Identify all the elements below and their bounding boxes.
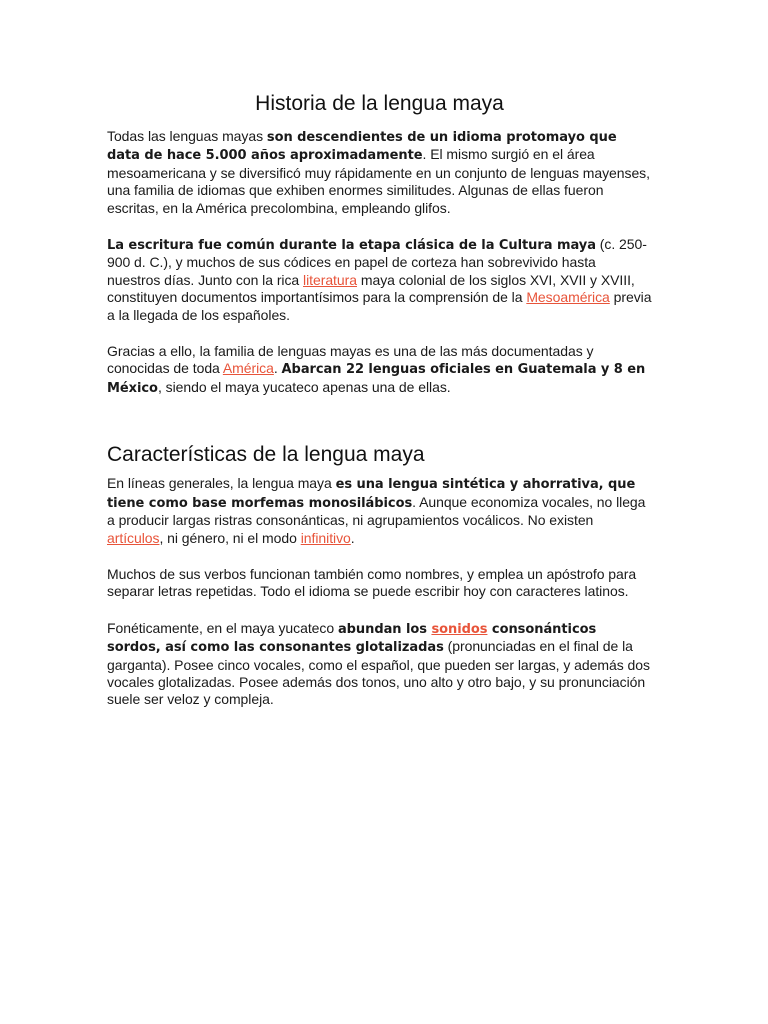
link-america[interactable]: América bbox=[222, 360, 274, 377]
text-span: (c. 250-900 d. C.), y muchos de sus códices en papel de corteza han sobrevivido hasta nuestros días. Junto con la rica bbox=[107, 236, 647, 288]
link-infinitivo[interactable]: infinitivo bbox=[300, 529, 351, 546]
document-page bbox=[107, 90, 652, 728]
paragraph-escritura bbox=[107, 236, 652, 324]
text-span: Todas las lenguas mayas bbox=[107, 128, 267, 144]
bold-text: es una lengua sintética y ahorrativa, que tiene como base morfemas monosilábicos bbox=[107, 477, 636, 511]
text-span: En líneas generales, la lengua maya bbox=[107, 475, 336, 492]
link-literatura[interactable]: literatura bbox=[303, 271, 357, 288]
text-span: Gracias a ello, la familia de lenguas mayas es una de las más documentadas y conocidas de toda bbox=[107, 343, 594, 377]
paragraph-documentacion bbox=[107, 343, 652, 397]
text-span: , siendo el maya yucateco apenas una de ellas. bbox=[157, 378, 451, 395]
text-span: Fonéticamente, en el maya yucateco bbox=[107, 619, 338, 636]
text-span: , ni género, ni el modo bbox=[159, 529, 301, 546]
text-span: . Aunque economiza vocales, no llega a producir largas ristras consonánticas, ni agrupamientos vocálicos. No existen bbox=[107, 493, 646, 529]
bold-text: son descendientes de un idioma protomayo que data de hace 5.000 años aproximadamente bbox=[107, 130, 617, 164]
link-mesoamerica[interactable]: Mesoamérica bbox=[526, 289, 610, 306]
bold-text: Abarcan 22 lenguas oficiales en Guatemala y 8 en México bbox=[107, 362, 646, 396]
text-span: previa a la llegada de los españoles. bbox=[107, 289, 652, 323]
text-span: maya colonial de los siglos XVI, XVII y XVIII, constituyen documentos importantísimos para la comprensión de la bbox=[107, 271, 635, 306]
bold-text: consonánticos sordos, así como las consonantes glotalizadas bbox=[107, 621, 597, 656]
bold-text: La escritura fue común durante la etapa clásica de la Cultura maya bbox=[107, 238, 596, 254]
text-span: . bbox=[273, 360, 282, 377]
link-sonidos[interactable]: sonidos bbox=[431, 621, 488, 637]
text-span: Muchos de sus verbos funcionan también como nombres, y emplea un apóstrofo para separar letras repetidas. Todo el idioma se puede escribir hoy con caracteres latinos. bbox=[107, 565, 637, 600]
paragraph-verbos bbox=[107, 566, 652, 601]
link-articulos[interactable]: artículos bbox=[107, 529, 160, 546]
paragraph-origen bbox=[107, 128, 652, 217]
text-span: (pronunciadas en el final de la garganta). Posee cinco vocales, como el español, que pueden ser largas, y además dos vocales glotalizadas. Posee además dos tonos, uno alto y otro bajo, y su pronunciación suele ser veloz y compleja. bbox=[107, 638, 650, 708]
page-title: Historia de la lengua maya bbox=[255, 92, 504, 115]
section-heading: Características de la lengua maya bbox=[107, 443, 425, 467]
paragraph-caracteristicas bbox=[107, 475, 652, 547]
text-span: . bbox=[350, 529, 355, 546]
paragraph-fonetica bbox=[107, 620, 652, 709]
bold-text: abundan los bbox=[337, 621, 432, 637]
text-span: . El mismo surgió en el área mesoamericana y se diversificó muy rápidamente en un conjunto de lenguas mayenses, una familia de idiomas que exhiben enormes similitudes. Algunas de ellas fueron escritas, en la América precolombina, empleando glifos. bbox=[107, 146, 650, 216]
